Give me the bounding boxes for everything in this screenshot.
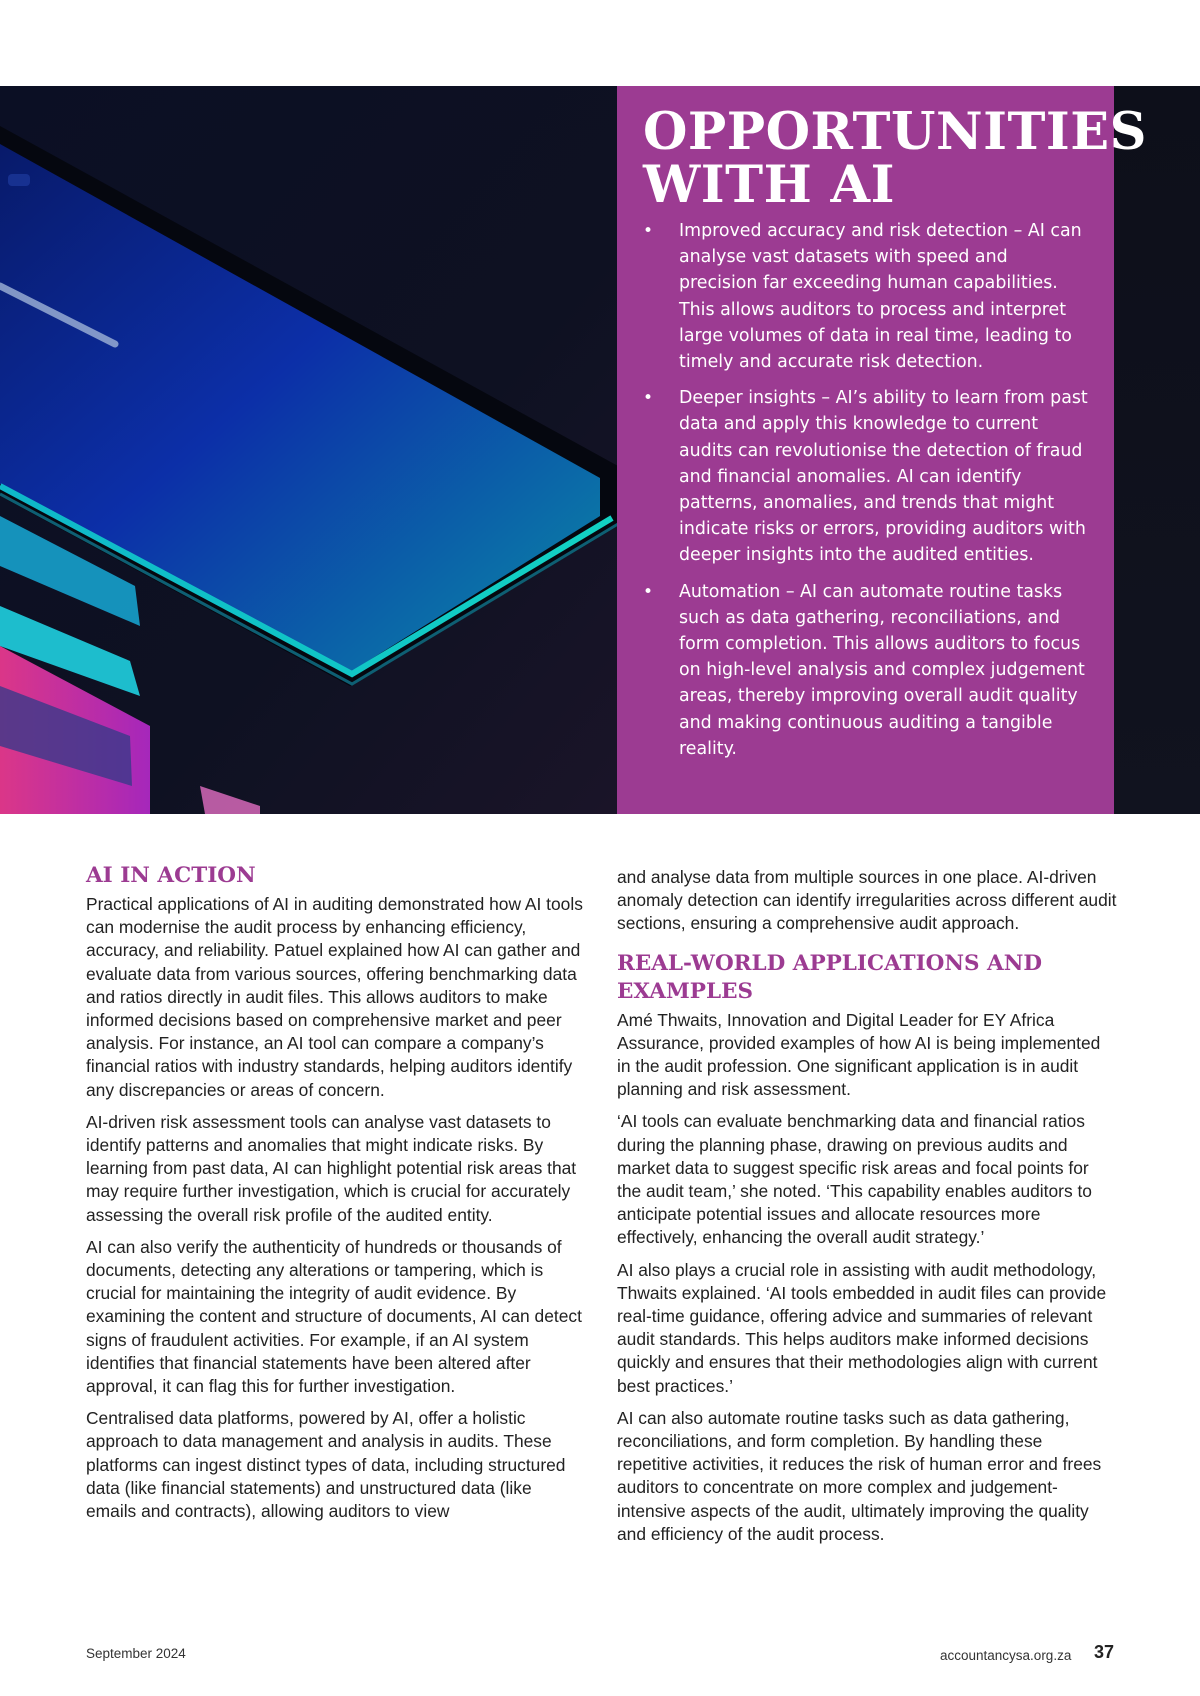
list-item (643, 218, 1088, 375)
bullet-icon: • (643, 388, 654, 409)
smartphones-photo (0, 86, 618, 814)
paragraph: Centralised data platforms, powered by AI, offer a holistic approach to data management and analysis in audits. These platforms can ingest distinct types of data, including structured data (like financial statements) and unstructured data (like emails and contracts), allowing auditors to view (86, 1408, 566, 1522)
paragraph: AI also plays a crucial role in assisting with audit methodology, Thwaits explained. ‘AI tools embedded in audit files can provide real-time guidance, offering advice and summaries of relevant audit standards. This helps auditors make informed decisions quickly and ensures that their methodologies align with current best practices.’ (617, 1259, 1107, 1396)
bullet-text: Automation – AI can automate routine tasks such as data gathering, reconciliations, and form completion. This allows auditors to focus on high-level analysis and complex judgement areas, thereby improving overall audit quality and making continuous auditing a tangible reality. (679, 581, 1085, 759)
paragraph: ‘AI tools can evaluate benchmarking data and financial ratios during the planning phase, drawing on previous audits and market data to suggest specific risk areas and focal points for the audit team,’ she noted. ‘This capability enables auditors to anticipate potential issues and allocate resources more effectively, enhancing the overall audit strategy.’ (617, 1111, 1092, 1248)
page-number: 37 (1094, 1642, 1115, 1662)
paragraph: Amé Thwaits, Innovation and Digital Leader for EY Africa Assurance, provided examples of how AI is being implemented in the audit profession. One significant application is in audit planning and risk assessment. (617, 1009, 1101, 1100)
section-heading-ai-in-action: AI IN ACTION (86, 863, 256, 888)
section-heading-real-world: REAL-WORLD APPLICATIONS AND EXAMPLES (617, 950, 1043, 1004)
paragraph: AI can also automate routine tasks such as data gathering, reconciliations, and form completion. By handling these repetitive activities, it reduces the risk of human error and frees auditors to concentrate on more complex and judgement-intensive aspects of the audit, ultimately improving the quality and efficiency of the audit process. (617, 1407, 1102, 1544)
bullet-icon: • (643, 221, 654, 241)
bullet-text: Deeper insights – AI’s ability to learn from past data and apply this knowledge to current audits can revolutionise the detection of fraud and financial anomalies. AI can identify patterns, anomalies, and trends that might indicate risks or errors, providing auditors with deeper insights into the audited entities. (679, 388, 1088, 566)
bullet-icon: • (643, 581, 654, 602)
paragraph: AI-driven risk assessment tools can analyse vast datasets to identify patterns and anomalies that might indicate risks. By learning from past data, AI can highlight potential risk areas that may require further investigation, which is crucial for accurately assessing the overall risk profile of the audited entity. (86, 1111, 577, 1225)
footer-website: accountancysa.org.za (940, 1648, 1072, 1663)
opportunities-box (617, 86, 1147, 814)
opportunities-title-line2: WITH AI (643, 155, 895, 215)
paragraph: AI can also verify the authenticity of hundreds or thousands of documents, detecting any alterations or tampering, which is crucial for maintaining the integrity of audit evidence. By examining the content and structure of documents, AI can detect signs of fraudulent activities. For example, if an AI system identifies that financial statements have been altered after approval, it can flag this for further investigation. (86, 1236, 582, 1397)
opportunities-list (643, 218, 1088, 762)
hero-banner (0, 86, 1200, 814)
bullet-text: Improved accuracy and risk detection – AI can analyse vast datasets with speed and precision far exceeding human capabilities. This allows auditors to process and interpret large volumes of data in real time, leading to timely and accurate risk detection. (679, 221, 1082, 373)
left-column (86, 862, 586, 1532)
footer-date: September 2024 (86, 1646, 186, 1661)
right-column (617, 866, 1117, 1555)
paragraph: Practical applications of AI in auditing demonstrated how AI tools can modernise the audit process by enhancing efficiency, accuracy, and reliability. Patuel explained how AI can gather and evaluate data from various sources, offering benchmarking data and ratios directly in audit files. This allows auditors to make informed decisions based on comprehensive market and peer analysis. For instance, an AI tool can compare a company’s financial ratios with industry standards, helping auditors identify any discrepancies or areas of concern. (86, 894, 583, 1100)
list-item (643, 579, 1088, 762)
list-item (643, 385, 1088, 568)
hero-dark-strip (1114, 86, 1200, 814)
opportunities-title (643, 102, 1147, 215)
paragraph-continued: and analyse data from multiple sources in one place. AI-driven anomaly detection can identify irregularities across different audit sections, ensuring a comprehensive audit approach. (617, 867, 1117, 934)
opportunities-title-line1: OPPORTUNITIES (643, 102, 1147, 162)
